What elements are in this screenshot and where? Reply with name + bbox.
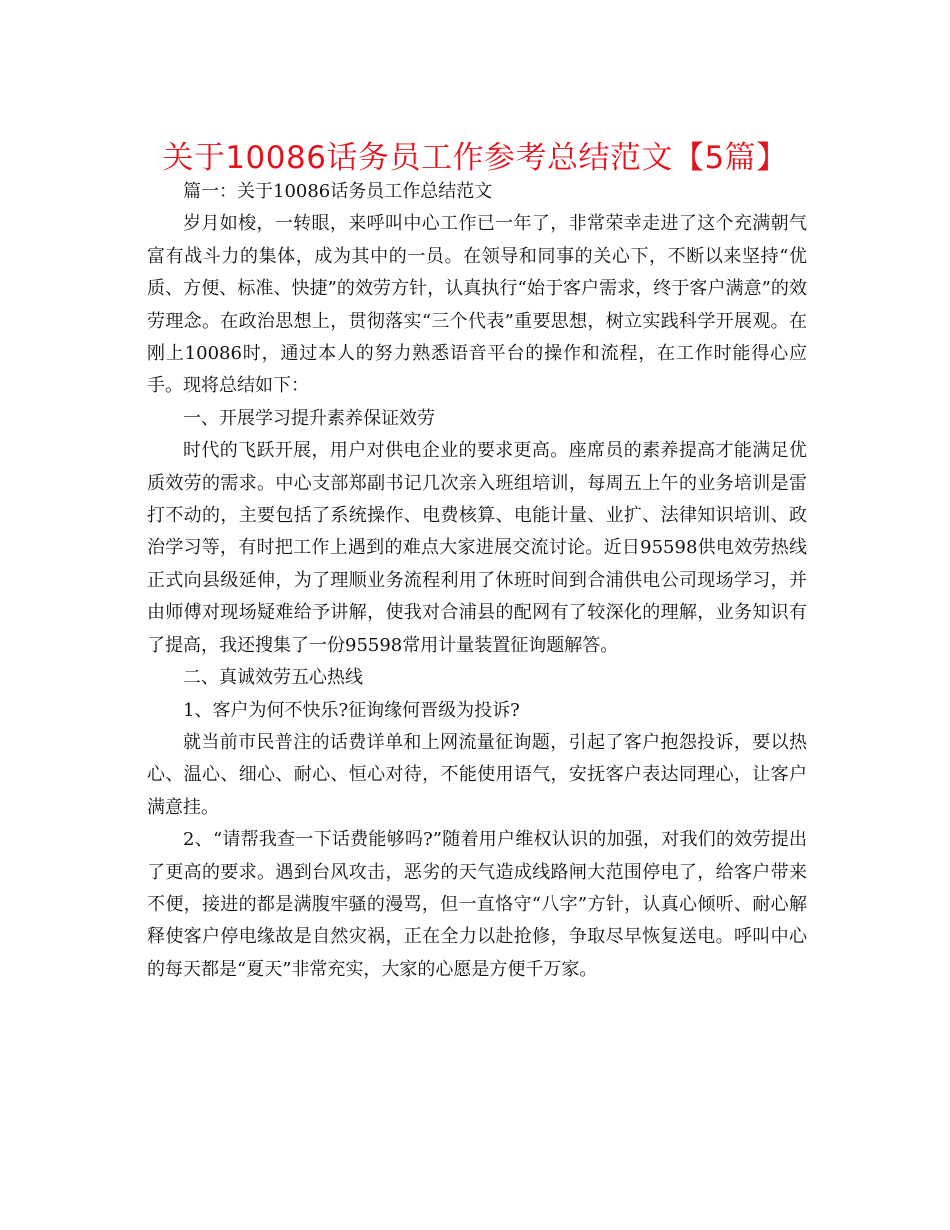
document-title: 关于10086话务员工作参考总结范文【5篇】	[162, 140, 788, 176]
paragraph-bill-query: 2、“请帮我查一下话费能够吗?”随着用户维权认识的加强，对我们的效劳提出了更高的要求。遇到台风攻击，恶劣的天气造成线路闸大范围停电了，给客户带来不便，接进的都是满腹牢骚的漫骂，但一直恪守“八字”方针，认真心倾听、耐心解释使客户停电缘故是自然灾祸，正在全力以赴抢修，争取尽早恢复送电。呼叫中心的每天都是“夏天”非常充实，大家的心愿是方便千万家。	[147, 829, 807, 980]
subheading-complaint: 1、客户为何不快乐?征询缘何晋级为投诉?	[183, 699, 520, 721]
document-body	[147, 176, 807, 986]
section-heading-part-one: 篇一：关于10086话务员工作总结范文	[183, 181, 493, 202]
section-heading-service: 二、真诚效劳五心热线	[183, 667, 363, 689]
section-heading-study: 一、开展学习提升素养保证效劳	[183, 407, 435, 429]
paragraph-study: 时代的飞跃开展，用户对供电企业的要求更高。座席员的素养提高才能满足优质效劳的需求。中心支部郑副书记几次亲入班组培训，每周五上午的业务培训是雷打不动的，主要包括了系统操作、电费核算、电能计量、业扩、法律知识培训、政治学习等，有时把工作上遇到的难点大家进展交流讨论。近日95598供电效劳热线正式向县级延伸，为了理顺业务流程利用了休班时间到合浦供电公司现场学习，并由师傅对现场疑难给予讲解，使我对合浦县的配网有了较深化的理解，业务知识有了提高，我还搜集了一份95598常用计量装置征询题解答。	[147, 440, 807, 656]
paragraph-intro: 岁月如梭，一转眼，来呼叫中心工作已一年了，非常荣幸走进了这个充满朝气富有战斗力的集体，成为其中的一员。在领导和同事的关心下，不断以来坚持“优质、方便、标准、快捷”的效劳方针，认真执行“始于客户需求，终于客户满意”的效劳理念。在政治思想上，贯彻落实“三个代表”重要思想，树立实践科学开展观。在刚上10086时，通过本人的努力熟悉语音平台的操作和流程，在工作时能得心应手。现将总结如下：	[147, 213, 807, 397]
paragraph-complaint: 就当前市民普注的话费详单和上网流量征询题，引起了客户抱怨投诉，要以热心、温心、细心、耐心、恒心对待，不能使用语气，安抚客户表达同理心，让客户满意挂。	[147, 731, 807, 818]
